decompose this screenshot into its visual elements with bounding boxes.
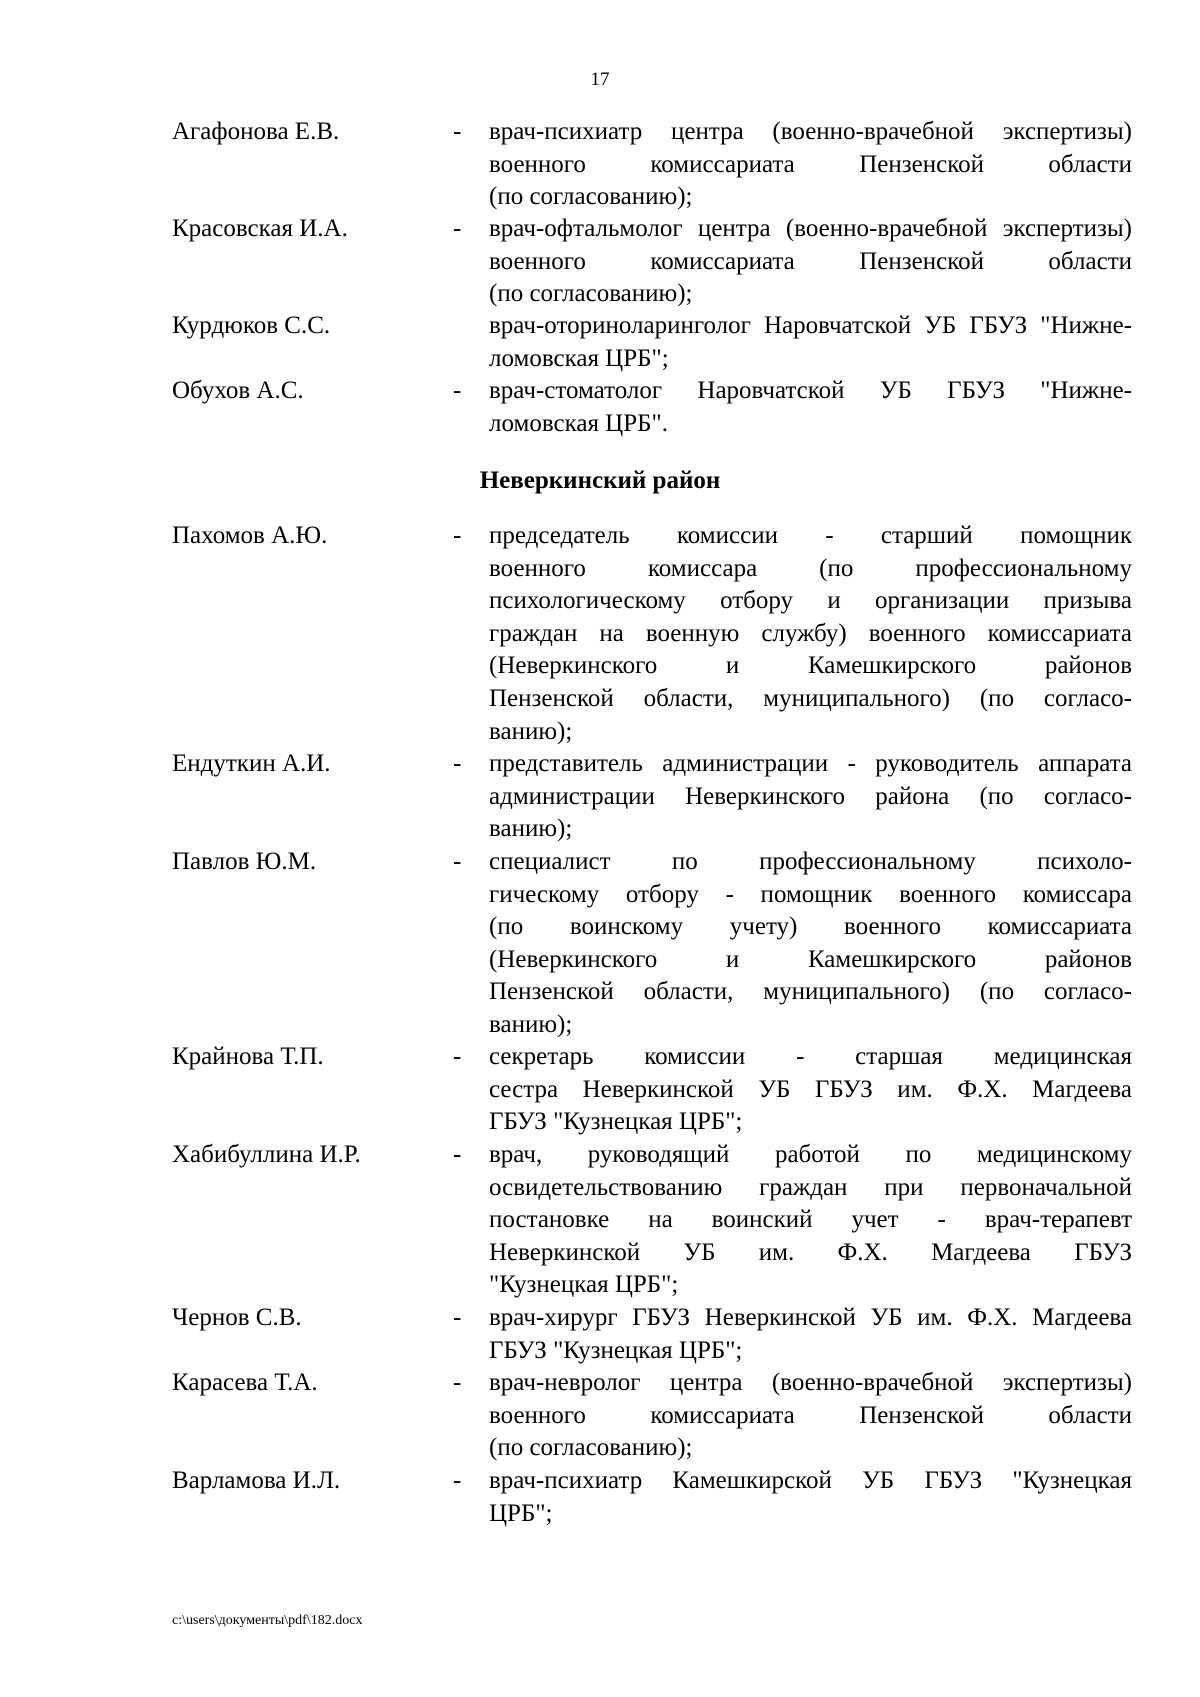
description-line: военного комиссариата Пензенской области <box>489 247 1132 275</box>
member-name: Ендуткин А.И. <box>172 750 331 777</box>
member-name: Курдюков С.С. <box>172 312 331 339</box>
description-line: секретарь комиссии - старшая медицинская <box>489 1043 1132 1070</box>
description-line: врач-офтальмолог центра (военно-врачебной экспертизы) <box>489 215 1132 242</box>
description-line: специалист по профессиональному психоло- <box>489 848 1132 875</box>
member-description <box>489 1139 1132 1302</box>
description-line: представитель администрации - руководитель аппарата <box>489 750 1132 777</box>
member-name: Павлов Ю.М. <box>172 848 317 875</box>
footer-file-path: c:\users\документы\pdf\182.docx <box>172 1613 363 1628</box>
description-line: военного комиссариата Пензенской области <box>489 1401 1132 1429</box>
member-name: Обухов А.С. <box>172 377 304 404</box>
entry-dash: - <box>453 522 462 549</box>
description-line: администрации Неверкинского района (по согласо- <box>489 782 1132 810</box>
description-line: врач-психиатр центра (военно-врачебной экспертизы) <box>489 118 1132 145</box>
description-line: (по согласованию); <box>489 183 693 211</box>
section-heading: Неверкинский район <box>479 467 721 494</box>
entry-dash: - <box>453 1467 462 1494</box>
description-line: ГБУЗ "Кузнецкая ЦРБ"; <box>489 1336 743 1364</box>
description-line: психологическому отбору и организации призыва <box>489 587 1132 615</box>
member-description <box>489 310 1132 375</box>
description-line: ЦРБ"; <box>489 1499 553 1527</box>
entry-dash: - <box>453 750 462 777</box>
description-line: ломовская ЦРБ"; <box>489 344 669 372</box>
description-line: (по согласованию); <box>489 280 693 308</box>
member-description <box>489 1302 1132 1367</box>
description-line: ГБУЗ "Кузнецкая ЦРБ"; <box>489 1108 743 1136</box>
description-line: врач-хирург ГБУЗ Неверкинской УБ им. Ф.Х. Магдеева <box>489 1304 1132 1331</box>
member-description <box>489 1465 1132 1530</box>
entry-dash: - <box>453 1369 462 1396</box>
description-line: председатель комиссии - старший помощник <box>489 522 1132 549</box>
description-line: врач, руководящий работой по медицинскому <box>489 1141 1132 1168</box>
description-line: военного комиссариата Пензенской области <box>489 150 1132 178</box>
description-line: (Неверкинского и Камешкирского районов <box>489 652 1132 680</box>
entry-dash: - <box>453 1304 462 1331</box>
description-line: граждан на военную службу) военного комиссариата <box>489 619 1132 647</box>
member-name: Хабибуллина И.Р. <box>172 1141 361 1168</box>
description-line: освидетельствованию граждан при первоначальной <box>489 1173 1132 1201</box>
description-line: ванию); <box>489 815 573 843</box>
member-name: Агафонова Е.В. <box>172 118 340 145</box>
member-name: Варламова И.Л. <box>172 1467 341 1494</box>
member-name: Красовская И.А. <box>172 215 348 242</box>
description-line: ломовская ЦРБ". <box>489 409 668 437</box>
description-line: военного комиссара (по профессиональному <box>489 554 1132 582</box>
entry-dash: - <box>453 1043 462 1070</box>
description-line: ванию); <box>489 1010 573 1038</box>
member-description <box>489 213 1132 311</box>
description-line: ванию); <box>489 717 573 745</box>
page-number: 17 <box>590 69 610 90</box>
member-description <box>489 748 1132 846</box>
member-name: Карасева Т.А. <box>172 1369 318 1396</box>
member-description <box>489 1041 1132 1139</box>
member-name: Пахомов А.Ю. <box>172 522 328 549</box>
description-line: "Кузнецкая ЦРБ"; <box>489 1271 679 1299</box>
entry-dash: - <box>453 118 462 145</box>
member-name: Чернов С.В. <box>172 1304 302 1331</box>
description-line: Пензенской области, муниципального) (по согласо- <box>489 684 1132 712</box>
description-line: (по воинскому учету) военного комиссариата <box>489 913 1132 941</box>
member-description <box>489 846 1132 1042</box>
member-description <box>489 520 1132 748</box>
entry-dash: - <box>453 1141 462 1168</box>
description-line: врач-оториноларинголог Наровчатской УБ ГБУЗ "Нижне- <box>489 312 1132 339</box>
member-name: Крайнова Т.П. <box>172 1043 324 1070</box>
description-line: (по согласованию); <box>489 1434 693 1462</box>
description-line: Пензенской области, муниципального) (по согласо- <box>489 978 1132 1006</box>
member-description <box>489 1367 1132 1465</box>
description-line: врач-стоматолог Наровчатской УБ ГБУЗ "Нижне- <box>489 377 1132 404</box>
entry-dash: - <box>453 215 462 242</box>
entry-dash: - <box>453 377 462 404</box>
description-line: (Неверкинского и Камешкирского районов <box>489 945 1132 973</box>
description-line: врач-невролог центра (военно-врачебной экспертизы) <box>489 1369 1132 1396</box>
member-description <box>489 375 1132 440</box>
member-description <box>489 116 1132 214</box>
description-line: врач-психиатр Камешкирской УБ ГБУЗ "Кузнецкая <box>489 1467 1132 1494</box>
description-line: гическому отбору - помощник военного комиссара <box>489 880 1132 908</box>
entry-dash: - <box>453 848 462 875</box>
description-line: сестра Неверкинской УБ ГБУЗ им. Ф.Х. Магдеева <box>489 1075 1132 1103</box>
description-line: постановке на воинский учет - врач-терапевт <box>489 1206 1132 1234</box>
description-line: Неверкинской УБ им. Ф.Х. Магдеева ГБУЗ <box>489 1238 1132 1266</box>
